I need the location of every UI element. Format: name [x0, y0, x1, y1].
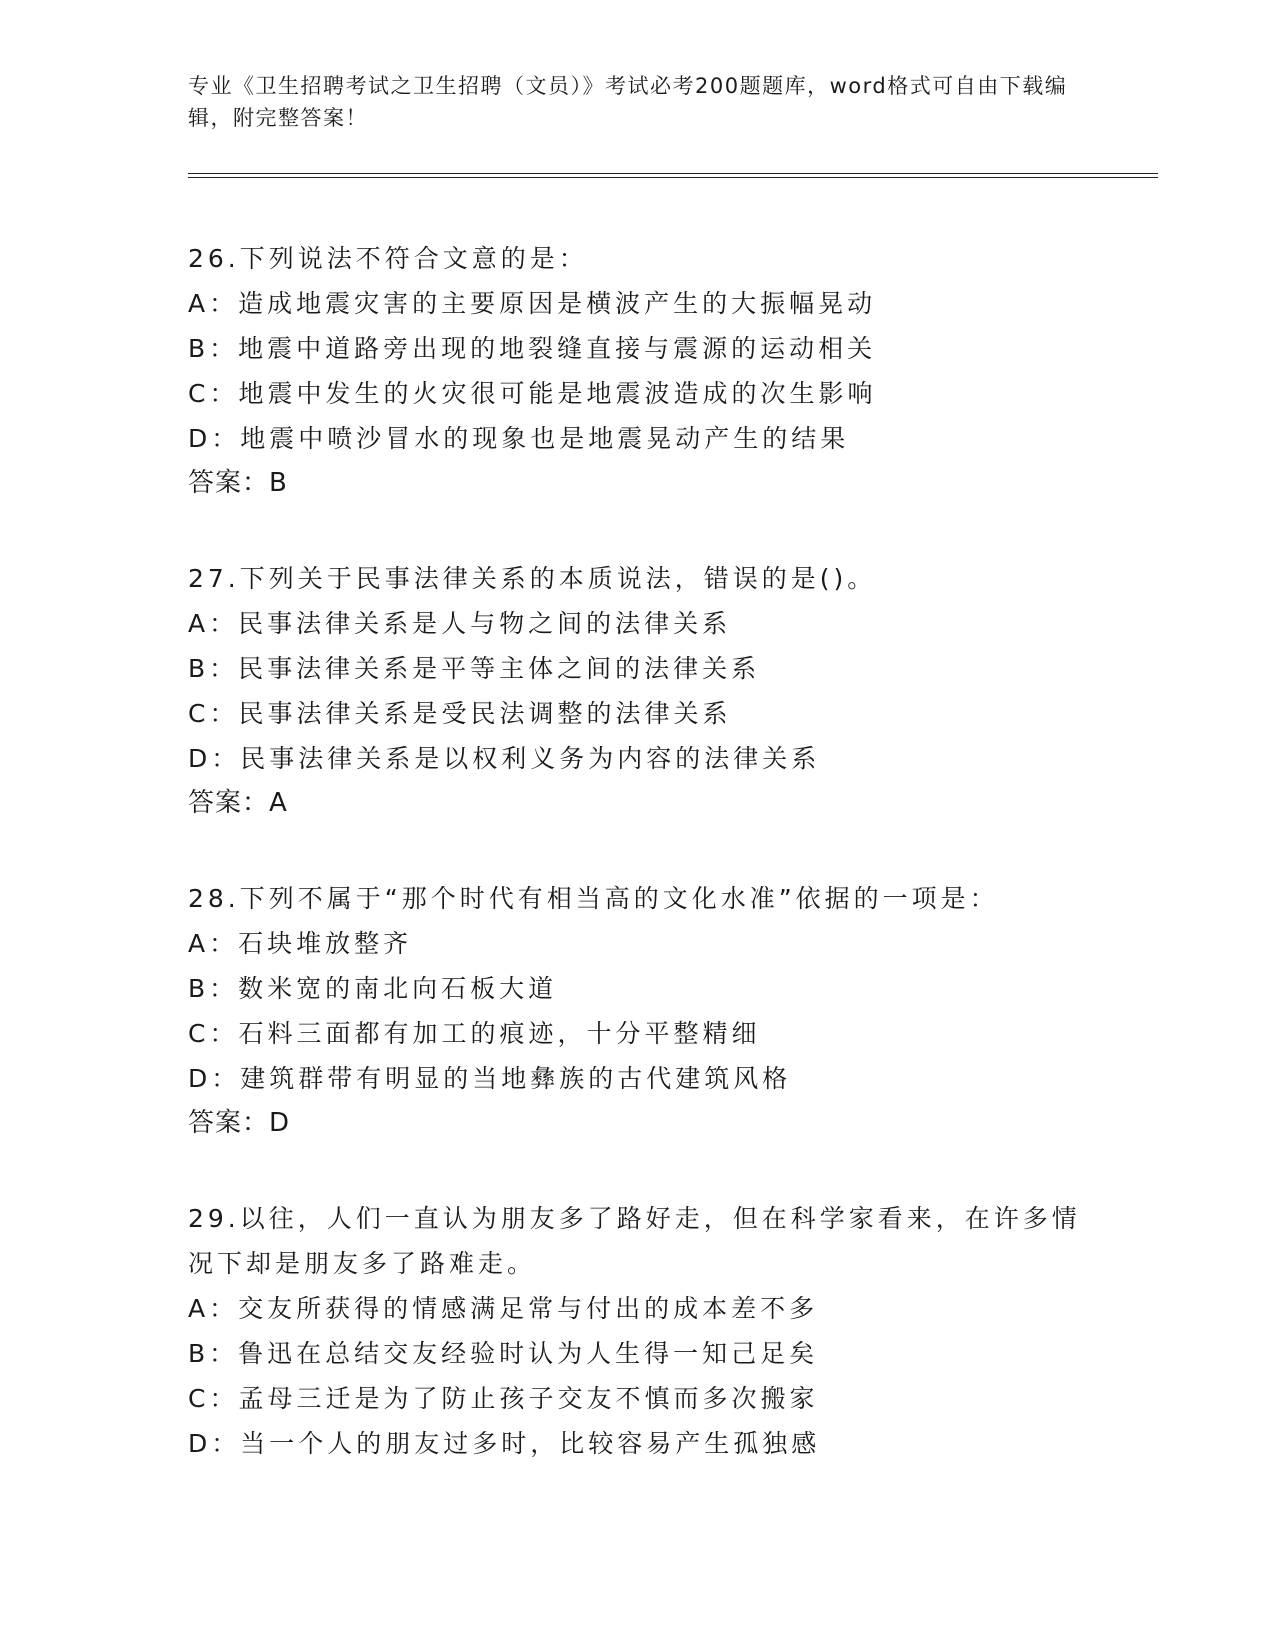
option-d: D：民事法律关系是以权利义务为内容的法律关系 [188, 744, 821, 773]
question-stem: 28.下列不属于“那个时代有相当高的文化水准”依据的一项是： [188, 884, 999, 913]
option-b: B：地震中道路旁出现的地裂缝直接与震源的运动相关 [188, 334, 877, 363]
option-b: B：数米宽的南北向石板大道 [188, 974, 558, 1003]
question-26 [188, 236, 1158, 506]
option-c: C：地震中发生的火灾很可能是地震波造成的次生影响 [188, 379, 877, 408]
option-c: C：孟母三迁是为了防止孩子交友不慎而多次搬家 [188, 1384, 819, 1413]
answer-label: 答案：D [188, 1108, 291, 1138]
option-d: D：建筑群带有明显的当地彝族的古代建筑风格 [188, 1064, 792, 1093]
question-stem: 27.下列关于民事法律关系的本质说法，错误的是()。 [188, 564, 877, 593]
question-28 [188, 876, 1158, 1146]
question-29 [188, 1196, 1158, 1466]
header-divider [188, 173, 1158, 178]
question-stem: 29.以往，人们一直认为朋友多了路好走，但在科学家看来，在许多情况下却是朋友多了路难走。 [188, 1204, 1081, 1278]
option-a: A：造成地震灾害的主要原因是横波产生的大振幅晃动 [188, 289, 877, 318]
answer-label: 答案：A [188, 788, 288, 818]
question-list [188, 236, 1158, 1466]
option-d: D：当一个人的朋友过多时，比较容易产生孤独感 [188, 1429, 821, 1458]
question-27 [188, 556, 1158, 826]
question-stem: 26.下列说法不符合文意的是： [188, 244, 588, 273]
answer-label: 答案：B [188, 468, 288, 498]
option-c: C：民事法律关系是受民法调整的法律关系 [188, 699, 732, 728]
option-a: A：交友所获得的情感满足常与付出的成本差不多 [188, 1294, 819, 1323]
option-b: B：民事法律关系是平等主体之间的法律关系 [188, 654, 761, 683]
option-a: A：石块堆放整齐 [188, 929, 413, 958]
option-a: A：民事法律关系是人与物之间的法律关系 [188, 609, 732, 638]
option-b: B：鲁迅在总结交友经验时认为人生得一知己足矣 [188, 1339, 819, 1368]
document-intro: 专业《卫生招聘考试之卫生招聘（文员）》考试必考200题题库，word格式可自由下载编辑，附完整答案！ [188, 74, 1068, 130]
document-page [188, 70, 1158, 1516]
option-d: D：地震中喷沙冒水的现象也是地震晃动产生的结果 [188, 424, 850, 453]
option-c: C：石料三面都有加工的痕迹，十分平整精细 [188, 1019, 761, 1048]
